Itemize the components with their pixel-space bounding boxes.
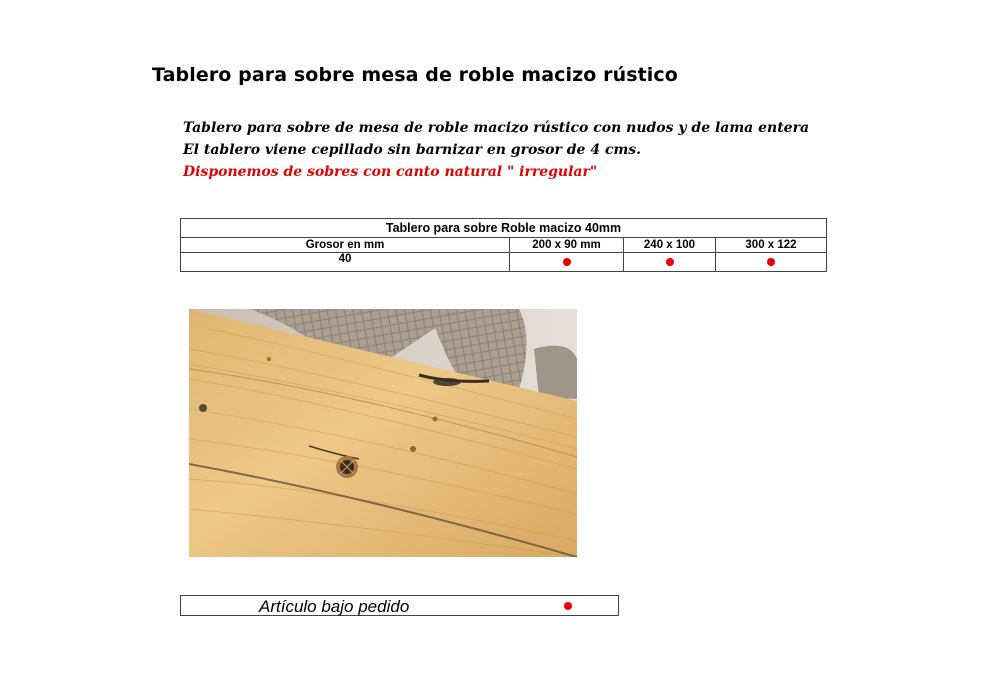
table-header-row — [181, 238, 827, 253]
order-note-label: Artículo bajo pedido — [259, 597, 410, 616]
available-dot-icon — [563, 258, 571, 266]
on-order-dot-icon — [564, 602, 572, 610]
cell-availability-300x122 — [716, 253, 827, 272]
table-caption-row — [181, 219, 827, 238]
size-table — [180, 218, 827, 272]
cell-thickness-value: 40 — [181, 253, 510, 272]
header-thickness: Grosor en mm — [181, 238, 510, 253]
available-dot-icon — [767, 258, 775, 266]
header-size-300x122: 300 x 122 — [716, 238, 827, 253]
table-caption: Tablero para sobre Roble macizo 40mm — [181, 219, 827, 238]
header-size-200x90: 200 x 90 mm — [510, 238, 624, 253]
table-row — [181, 253, 827, 272]
header-size-240x100: 240 x 100 — [624, 238, 716, 253]
page-title: Tablero para sobre mesa de roble macizo rústico — [152, 64, 678, 86]
cell-availability-240x100 — [624, 253, 716, 272]
oak-tabletop-photo — [189, 309, 577, 557]
description-line-3-highlight: Disponemos de sobres con canto natural " irregular" — [183, 164, 598, 180]
order-note-box — [180, 595, 619, 616]
available-dot-icon — [666, 258, 674, 266]
description-line-2: El tablero viene cepillado sin barnizar en grosor de 4 cms. — [183, 142, 642, 158]
cell-availability-200x90 — [510, 253, 624, 272]
description-line-1: Tablero para sobre de mesa de roble macizo rústico con nudos y de lama entera — [183, 120, 810, 136]
